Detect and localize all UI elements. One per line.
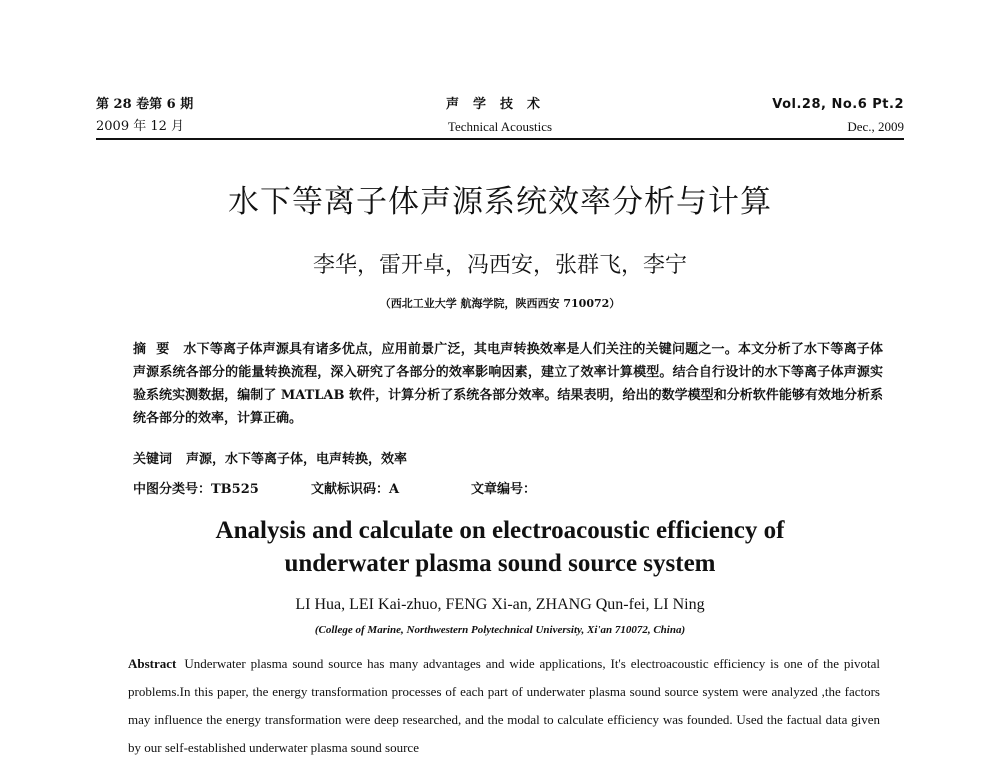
header-divider — [96, 138, 904, 140]
journal-name-en: Technical Acoustics — [447, 119, 553, 134]
abstract-text-en: Underwater plasma sound source has many advantages and wide applications, It's electroacoustic efficiency is one of the pivotal problems.In this paper, the energy transformation processes of each part of underwater plasma sound source system were analyzed ,the factors may influence the energy transformation were deep researched, and the modal to calculate efficiency was founded. Used the factual data given by our self-established underwater plasma sound source — [128, 656, 880, 755]
affiliation-en: (College of Marine, Northwestern Polytechnical University, Xi'an 710072, China) — [314, 624, 686, 636]
abstract-label-en: Abstract — [128, 656, 177, 671]
volume-issue-cn: 第 28 卷第 6 期 — [96, 97, 194, 112]
abstract-en — [128, 650, 880, 762]
title-en-line1: Analysis and calculate on electroacoustic efficiency of — [215, 517, 785, 544]
classification-line — [133, 478, 883, 497]
keywords-label-cn: 关键词 — [133, 452, 173, 467]
article-number: 文章编号： — [471, 482, 537, 497]
abstract-cn — [133, 338, 883, 430]
keywords-text-cn: 声源，水下等离子体，电声转换，效率 — [186, 452, 408, 467]
document-code: 文献标识码：A — [311, 482, 400, 497]
abstract-label-cn: 摘要 — [133, 342, 180, 357]
authors-cn: 李华，雷开卓，冯西安，张群飞，李宁 — [312, 253, 687, 278]
journal-name-cn: 声学技术 — [445, 97, 554, 112]
authors-en: LI Hua, LEI Kai-zhuo, FENG Xi-an, ZHANG Qun-fei, LI Ning — [295, 596, 705, 613]
date-cn: 2009 年 12 月 — [96, 119, 185, 134]
paper-title-en — [0, 514, 1000, 580]
paper-title-cn: 水下等离子体声源系统效率分析与计算 — [228, 184, 772, 220]
title-en-line2: underwater plasma sound source system — [284, 550, 716, 577]
date-en: Dec., 2009 — [847, 119, 904, 134]
running-header — [96, 94, 904, 138]
affiliation-cn: （西北工业大学 航海学院，陕西西安 710072） — [379, 297, 621, 310]
issue-info-en — [772, 94, 904, 138]
volume-issue-en: Vol.28, No.6 Pt.2 — [772, 97, 904, 112]
abstract-text-cn: 水下等离子体声源具有诸多优点，应用前景广泛，其电声转换效率是人们关注的关键问题之一。本文分析了水下等离子体声源系统各部分的能量转换流程，深入研究了各部分的效率影响因素，建立了效率计算模型。结合自行设计的水下等离子体声源实验系统实测数据，编制了 MATLAB 软件，计算分析了系统各部分效率。结果表明，给出的数学模型和分析软件能够有效地分析系统各部分的效率，计算正确。 — [133, 342, 883, 426]
keywords-cn — [133, 448, 883, 467]
clc-number: 中图分类号：TB525 — [133, 482, 259, 497]
